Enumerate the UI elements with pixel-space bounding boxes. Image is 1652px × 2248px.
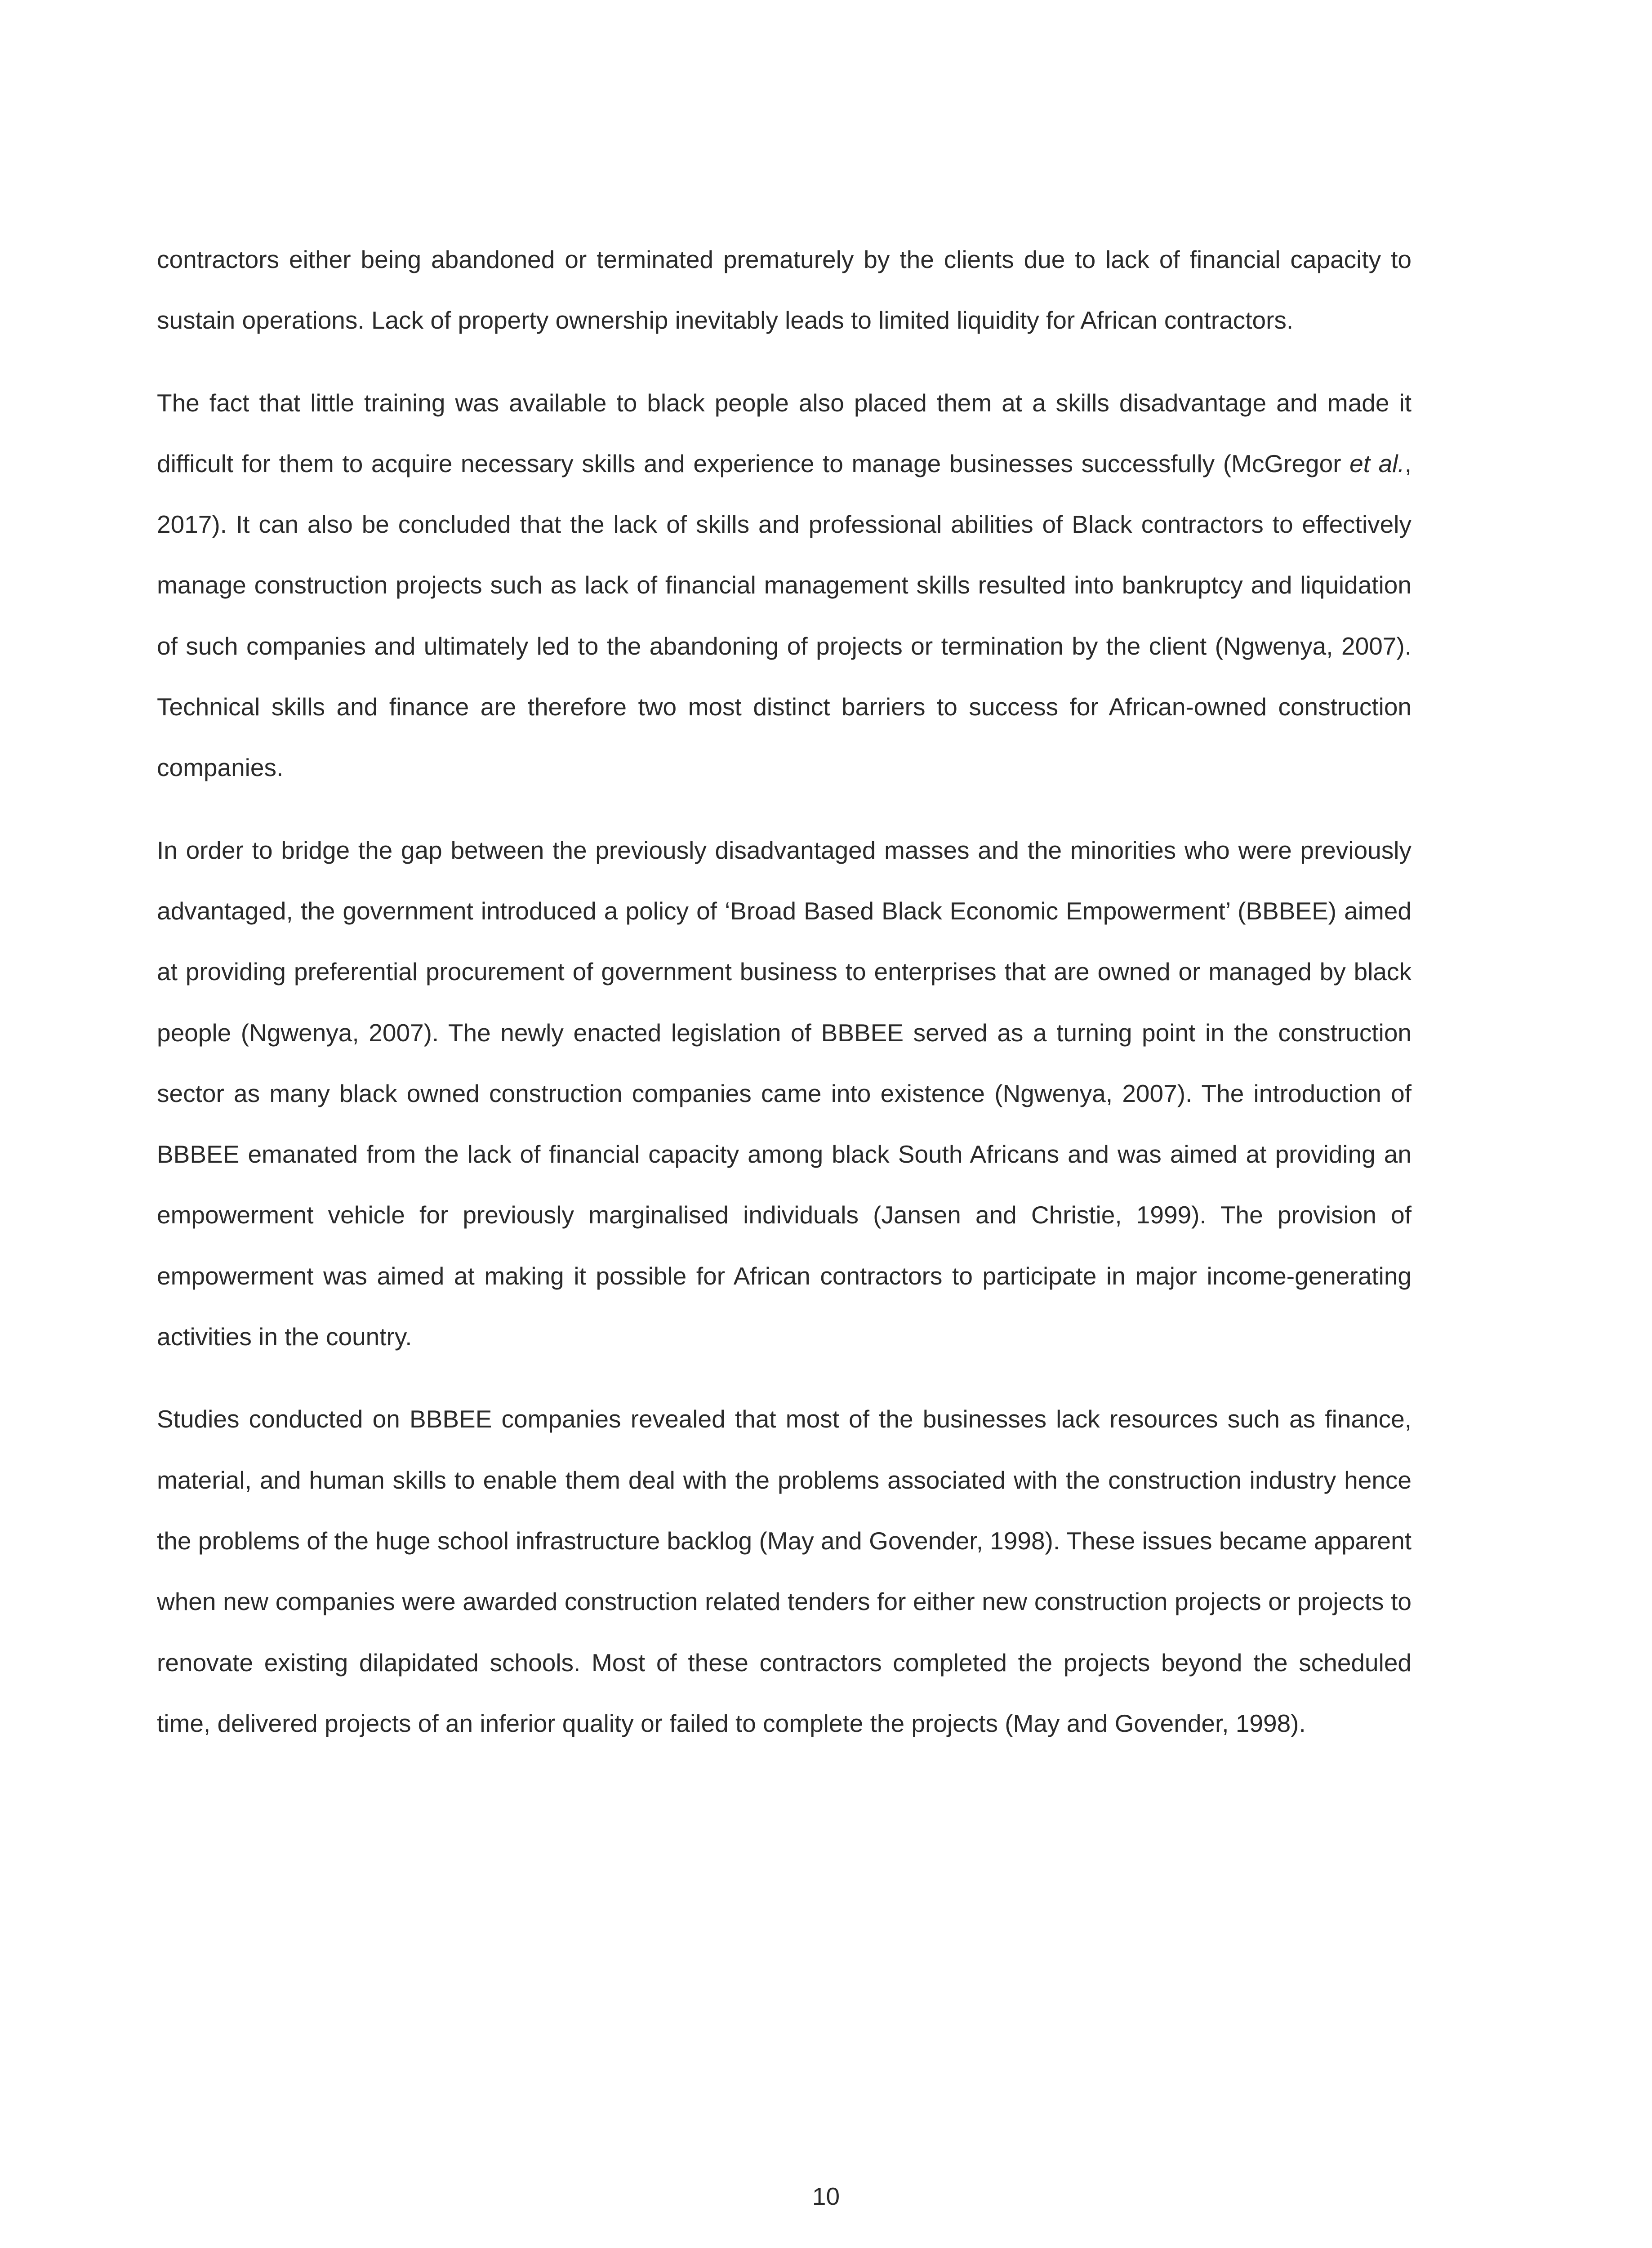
paragraph-2 (157, 373, 1412, 798)
paragraph-1: contractors either being abandoned or terminated prematurely by the clients due to lack of financial capacity to sustain operations. Lack of property ownership inevitably leads to limited liquidity for African contractors. (157, 245, 1412, 335)
paragraph-4: Studies conducted on BBBEE companies revealed that most of the businesses lack resources such as finance, material, and human skills to enable them deal with the problems associated with the construction industry hence the problems of the huge school infrastructure backlog (May and Govender, 1998). These issues became apparent when new companies were awarded construction related tenders for either new construction projects or projects to renovate existing dilapidated schools. Most of these contractors completed the projects beyond the scheduled time, delivered projects of an inferior quality or failed to complete the projects (May and Govender, 1998). (157, 1405, 1412, 1737)
page-number: 10 (812, 2182, 840, 2210)
paragraph-2-text-a: The fact that little training was available to black people also placed them at a skills disadvantage and made it difficult for them to acquire necessary skills and experience to manage businesses successfully (McGregor (157, 388, 1412, 477)
paragraph-2-text-b: , 2017). It can also be concluded that the lack of skills and professional abilities of Black contractors to effectively manage construction projects such as lack of financial management skills resulted into bankruptcy and liquidation of such companies and ultimately led to the abandoning of projects or termination by the client (Ngwenya, 2007). Technical skills and finance are therefore two most distinct barriers to success for African-owned construction companies. (157, 449, 1412, 782)
paragraph-2-italic: et al. (1349, 449, 1405, 477)
body-text (157, 229, 1412, 1754)
paragraph-3: In order to bridge the gap between the previously disadvantaged masses and the minorities who were previously advantaged, the government introduced a policy of ‘Broad Based Black Economic Empowerment’ (BBBEE) aimed at providing preferential procurement of government business to enterprises that are owned or managed by black people (Ngwenya, 2007). The newly enacted legislation of BBBEE served as a turning point in the construction sector as many black owned construction companies came into existence (Ngwenya, 2007). The introduction of BBBEE emanated from the lack of financial capacity among black South Africans and was aimed at providing an empowerment vehicle for previously marginalised individuals (Jansen and Christie, 1999). The provision of empowerment was aimed at making it possible for African contractors to participate in major income-generating activities in the country. (157, 836, 1412, 1351)
